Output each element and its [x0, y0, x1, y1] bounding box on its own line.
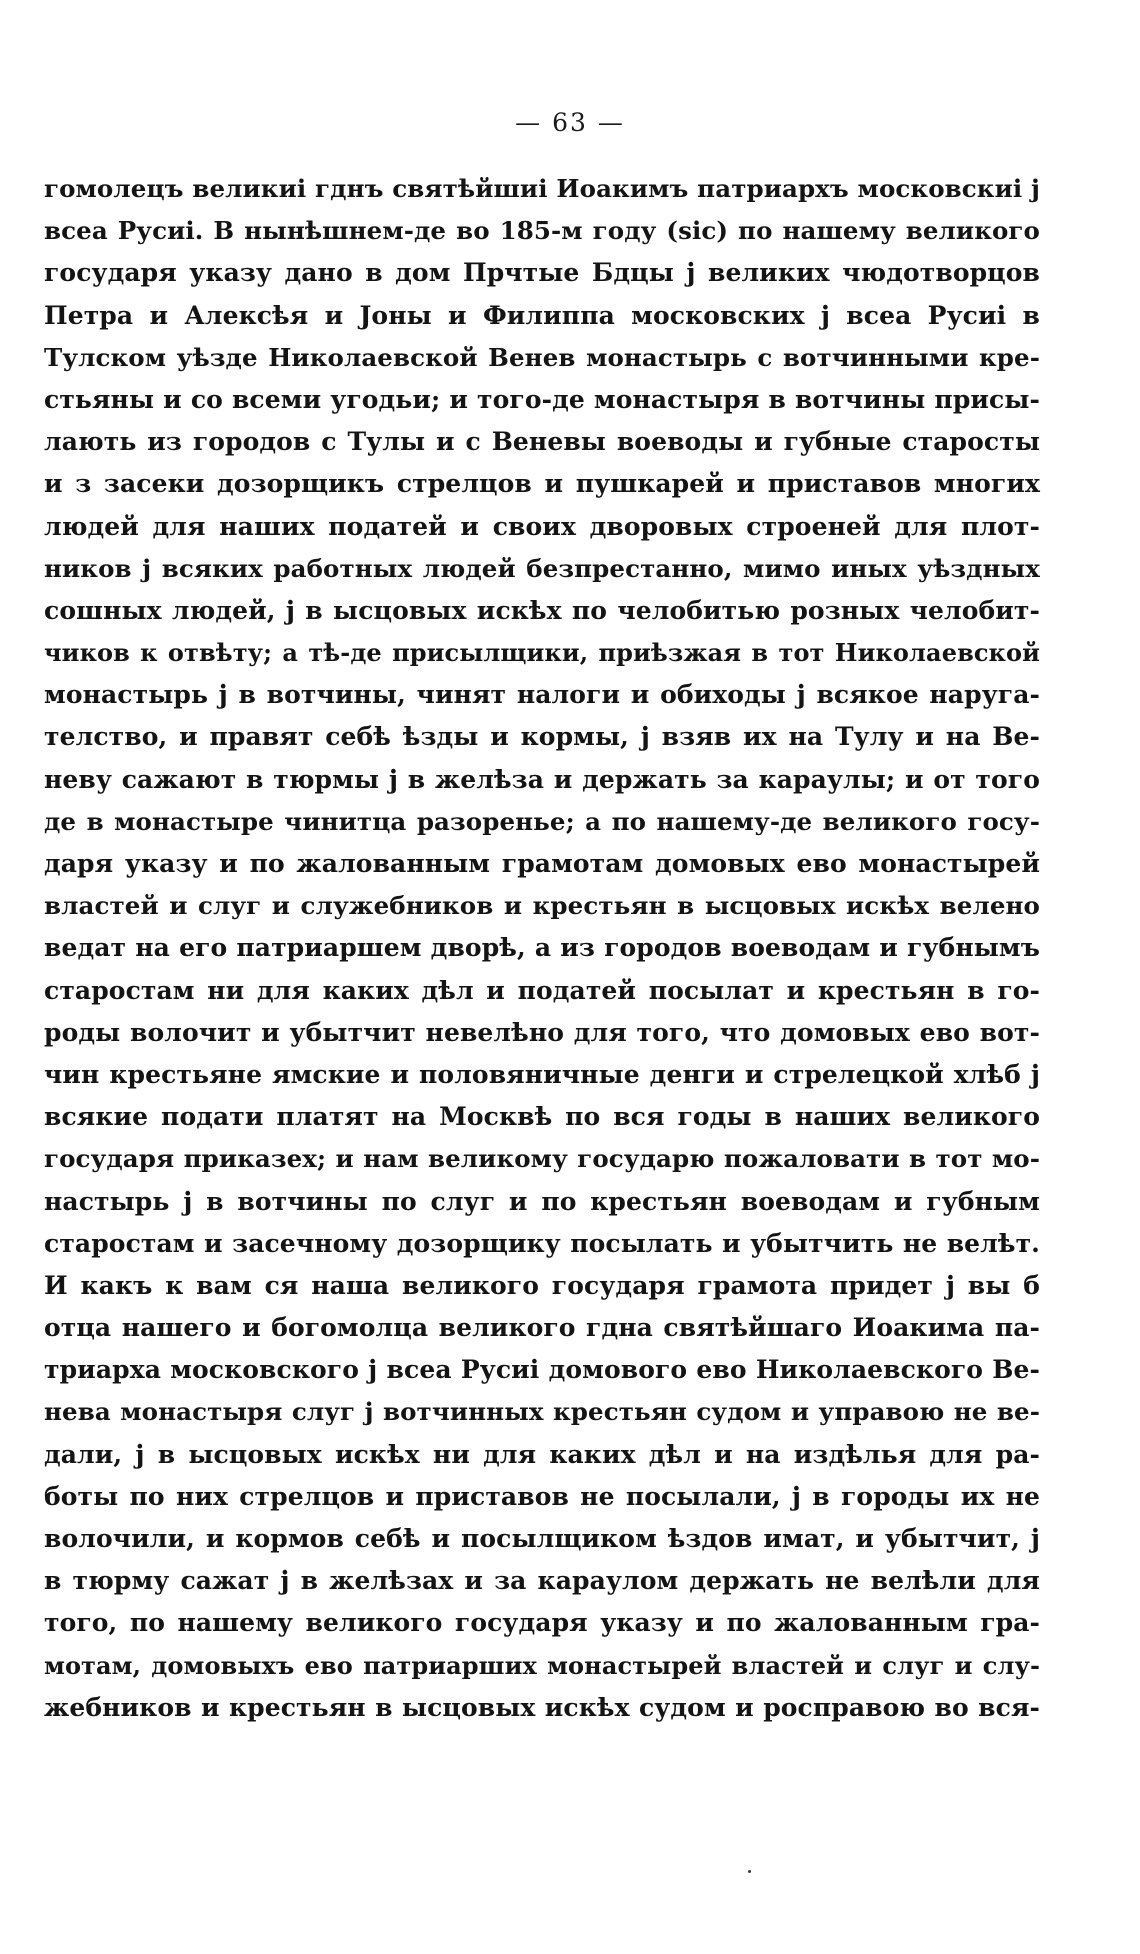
- page-number: — 63 —: [515, 108, 625, 137]
- text-line: жебников и крестьян в ысцовых искѣх судом и росправою во вся-: [44, 1692, 1040, 1722]
- text-line: старостам и засечному дозорщику посылать и убытчить не велѣт.: [44, 1228, 1040, 1258]
- text-line: всякие подати платят на Москвѣ по вся годы в наших великого: [44, 1102, 1040, 1132]
- text-line: монастырь ј в вотчины, чинят налоги и обиходы ј всякое наруга-: [44, 680, 1040, 710]
- text-line: старостам ни для каких дѣл и податей посылат и крестьян в го-: [44, 975, 1040, 1005]
- text-line: настырь ј в вотчины по слуг и по крестьян воеводам и губным: [44, 1186, 1040, 1216]
- text-line: Тулском уѣзде Николаевской Венев монастырь с вотчинными кре-: [44, 342, 1040, 372]
- text-line: в тюрму сажат ј в желѣзах и за караулом держать не велѣли для: [44, 1566, 1040, 1596]
- text-line: ведат на его патриаршем дворѣ, а из городов воеводам и губнымъ: [44, 933, 1040, 963]
- text-line: Петра и Алексѣя и Јоны и Филиппа московских ј всеа Русиі в: [44, 300, 1040, 330]
- text-line: властей и слуг и служебников и крестьян в ысцовых искѣх велено: [44, 891, 1040, 921]
- text-line: триарха московского ј всеа Русиі домового ево Николаевского Ве-: [44, 1355, 1040, 1385]
- body-text: [44, 168, 1040, 1729]
- text-line: государя указу дано в дом Прчтые Бдцы ј великих чюдотворцов: [44, 258, 1040, 288]
- text-line: чин крестьяне ямские и половяничные денги и стрелецкой хлѣб ј: [44, 1059, 1040, 1089]
- text-line: людей для наших податей и своих дворовых строеней для плот-: [44, 511, 1040, 541]
- ink-speck: [748, 1870, 751, 1873]
- text-line: стьяны и со всеми угодьи; и того-де монастыря в вотчины присы-: [44, 384, 1040, 414]
- text-line: чиков к отвѣту; а тѣ-де присылщики, приѣзжая в тот Николаевской: [44, 638, 1040, 668]
- text-line: телство, и правят себѣ ѣзды и кормы, ј взяв их на Тулу и на Ве-: [44, 722, 1040, 752]
- text-line: гомолецъ великиі гднъ святѣйшиі Иоакимъ патриархъ московскиі ј: [44, 174, 1040, 203]
- text-line: и з засеки дозорщикъ стрелцов и пушкарей и приставов многих: [44, 469, 1040, 499]
- text-line: роды волочит и убытчит невелѣно для того, что домовых ево вот-: [44, 1017, 1040, 1047]
- text-line: даря указу и по жалованным грамотам домовых ево монастырей: [44, 849, 1040, 878]
- text-line: неву сажают в тюрмы ј в желѣза и держать за караулы; и от того: [44, 764, 1040, 794]
- text-line: того, по нашему великого государя указу и по жалованным гра-: [44, 1608, 1040, 1638]
- text-line: лають из городов с Тулы и с Веневы воеводы и губные старосты: [44, 427, 1040, 457]
- text-line: ников ј всяких работных людей безпрестанно, мимо иных уѣздных: [44, 553, 1040, 583]
- text-line: государя приказех; и нам великому государю пожаловати в тот мо-: [44, 1144, 1040, 1174]
- text-line: волочили, и кормов себѣ и посылщиком ѣздов имат, и убытчит, ј: [44, 1524, 1040, 1553]
- text-line: отца нашего и богомолца великого гдна святѣйшаго Иоакима па-: [44, 1313, 1040, 1343]
- text-line: нева монастыря слуг ј вотчинных крестьян судом и управою не ве-: [44, 1397, 1040, 1427]
- text-line: сошных людей, ј в ысцовых искѣх по челобитью розных челобит-: [44, 595, 1040, 625]
- text-line: де в монастыре чинитца разореньe; а по нашему-де великого госу-: [44, 806, 1040, 836]
- text-line: всеа Русиі. В нынѣшнем-де во 185-м году (sic) по нашему великого: [44, 216, 1040, 246]
- text-line: дали, ј в ысцовых искѣх ни для каких дѣл и на издѣлья для ра-: [44, 1439, 1040, 1469]
- text-line: мотам, домовыхъ ево патриарших монастырей властей и слуг и слу-: [44, 1650, 1040, 1680]
- text-line: И какъ к вам ся наша великого государя грамота придет ј вы б: [44, 1270, 1040, 1300]
- text-line: боты по них стрелцов и приставов не посылали, ј в городы их не: [44, 1481, 1040, 1511]
